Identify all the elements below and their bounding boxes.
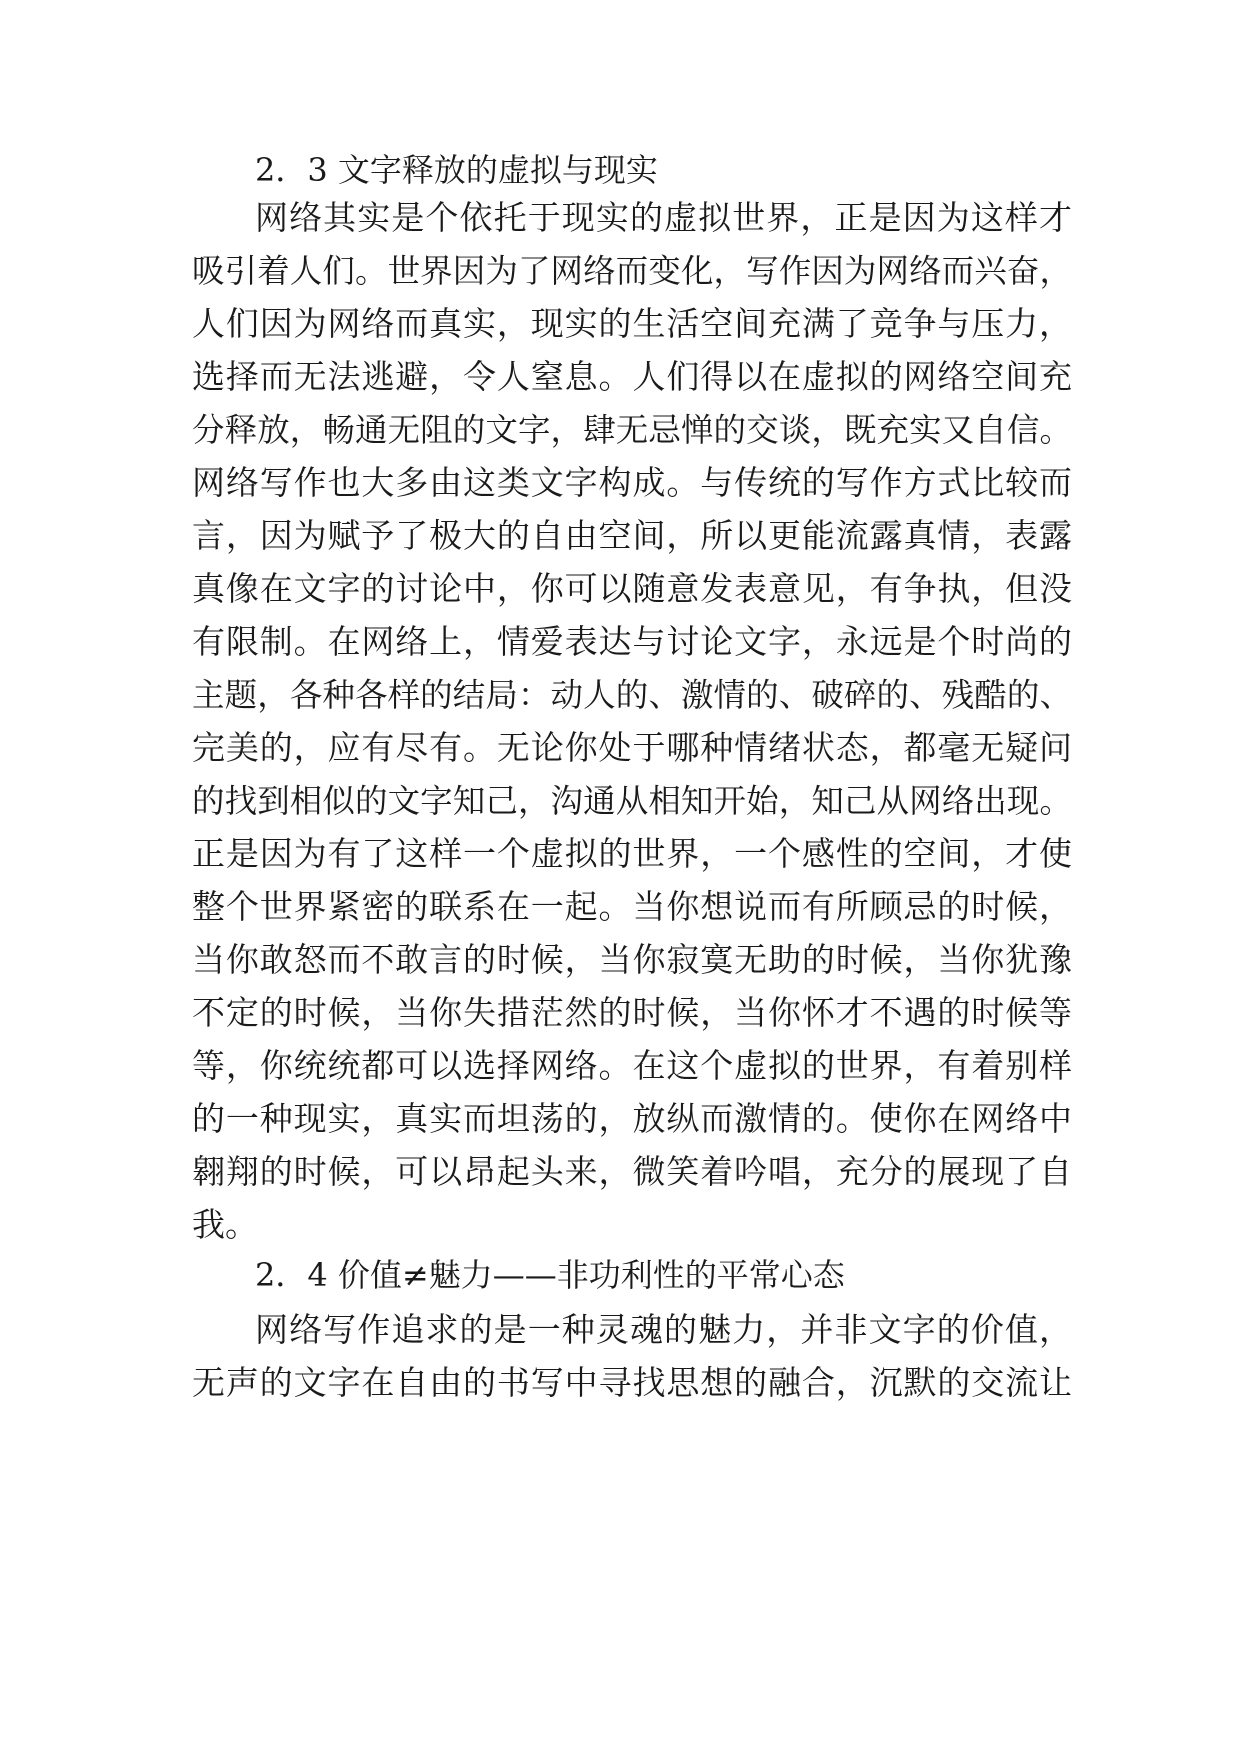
paragraph-line: 主题，各种各样的结局：动人的、激情的、破碎的、残酷的、 bbox=[192, 676, 1072, 714]
paragraph-line: 无声的文字在自由的书写中寻找思想的融合，沉默的交流让 bbox=[192, 1363, 1072, 1402]
paragraph-line: 的一种现实，真实而坦荡的，放纵而激情的。使你在网络中 bbox=[192, 1099, 1072, 1138]
paragraph-line: 网络写作追求的是一种灵魂的魅力，并非文字的价值， bbox=[255, 1310, 1072, 1349]
paragraph-line: 选择而无法逃避，令人窒息。人们得以在虚拟的网络空间充 bbox=[192, 357, 1072, 396]
paragraph-line: 网络写作也大多由这类文字构成。与传统的写作方式比较而 bbox=[192, 463, 1072, 502]
paragraph-line: 人们因为网络而真实，现实的生活空间充满了竞争与压力， bbox=[192, 304, 1072, 343]
paragraph-line: 翱翔的时候，可以昂起头来，微笑着吟唱，充分的展现了自 bbox=[192, 1152, 1072, 1191]
paragraph-line: 分释放，畅通无阻的文字，肆无忌惮的交谈，既充实又自信。 bbox=[192, 411, 1072, 449]
paragraph-line: 言，因为赋予了极大的自由空间，所以更能流露真情，表露 bbox=[192, 516, 1072, 555]
paragraph-line: 吸引着人们。世界因为了网络而变化，写作因为网络而兴奋， bbox=[192, 252, 1072, 290]
paragraph-line: 我。 bbox=[192, 1205, 258, 1244]
section-heading-2-3: 2．3 文字释放的虚拟与现实 bbox=[255, 151, 658, 189]
section-heading-2-4: 2．4 价值≠魅力——非功利性的平常心态 bbox=[255, 1256, 845, 1294]
paragraph-line: 正是因为有了这样一个虚拟的世界，一个感性的空间，才使 bbox=[192, 834, 1072, 873]
paragraph-line: 当你敢怒而不敢言的时候，当你寂寞无助的时候，当你犹豫 bbox=[192, 940, 1072, 979]
paragraph-line: 网络其实是个依托于现实的虚拟世界，正是因为这样才 bbox=[255, 198, 1072, 237]
paragraph-line: 等，你统统都可以选择网络。在这个虚拟的世界，有着别样 bbox=[192, 1046, 1072, 1085]
paragraph-line: 不定的时候，当你失措茫然的时候，当你怀才不遇的时候等 bbox=[192, 993, 1072, 1032]
paragraph-line: 的找到相似的文字知己，沟通从相知开始，知己从网络出现。 bbox=[192, 782, 1072, 820]
paragraph-line: 真像在文字的讨论中，你可以随意发表意见，有争执，但没 bbox=[192, 569, 1072, 608]
paragraph-line: 整个世界紧密的联系在一起。当你想说而有所顾忌的时候， bbox=[192, 887, 1072, 926]
paragraph-line: 完美的，应有尽有。无论你处于哪种情绪状态，都毫无疑问 bbox=[192, 728, 1072, 767]
paragraph-line: 有限制。在网络上，情爱表达与讨论文字，永远是个时尚的 bbox=[192, 622, 1072, 661]
